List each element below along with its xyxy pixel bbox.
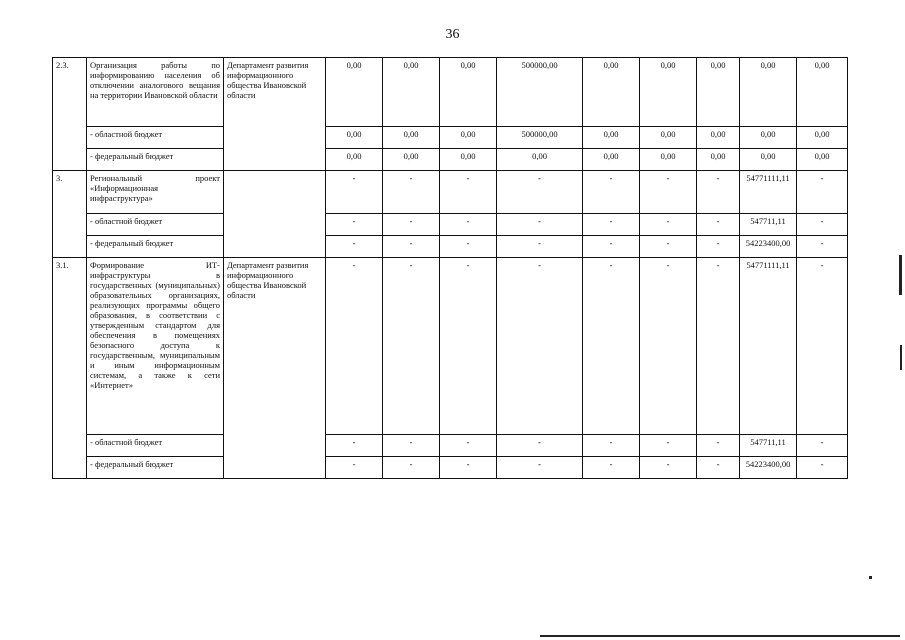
- value-cell: 0,00: [740, 127, 797, 149]
- value-cell: 54223400,00: [740, 236, 797, 258]
- value-cell: -: [383, 457, 440, 479]
- value-cell: -: [383, 236, 440, 258]
- scan-bottom-line: [540, 635, 900, 637]
- value-cell: 0,00: [697, 127, 740, 149]
- value-cell: -: [497, 258, 583, 435]
- value-cell: -: [640, 457, 697, 479]
- value-cell: -: [697, 214, 740, 236]
- value-cell: 0,00: [383, 58, 440, 127]
- value-cell: -: [326, 171, 383, 214]
- value-cell: 0,00: [640, 58, 697, 127]
- value-cell: 0,00: [697, 58, 740, 127]
- budget-source-label: - областной бюджет: [87, 127, 224, 149]
- value-cell: -: [640, 236, 697, 258]
- value-cell: 0,00: [326, 58, 383, 127]
- value-cell: 0,00: [440, 58, 497, 127]
- value-cell: -: [697, 435, 740, 457]
- value-cell: 547711,11: [740, 435, 797, 457]
- value-cell: 500000,00: [497, 58, 583, 127]
- scan-dot: [869, 576, 872, 579]
- value-cell: 0,00: [740, 58, 797, 127]
- value-cell: -: [697, 258, 740, 435]
- value-cell: -: [797, 171, 848, 214]
- table-subrow: [53, 457, 848, 479]
- value-cell: -: [326, 236, 383, 258]
- value-cell: -: [440, 457, 497, 479]
- value-cell: 547711,11: [740, 214, 797, 236]
- value-cell: -: [440, 435, 497, 457]
- value-cell: 500000,00: [497, 127, 583, 149]
- value-cell: 0,00: [497, 149, 583, 171]
- value-cell: -: [383, 171, 440, 214]
- table-subrow: [53, 149, 848, 171]
- table-subrow: [53, 214, 848, 236]
- value-cell: 0,00: [697, 149, 740, 171]
- budget-source-label: - федеральный бюджет: [87, 457, 224, 479]
- value-cell: -: [440, 258, 497, 435]
- value-cell: -: [797, 457, 848, 479]
- value-cell: 0,00: [440, 127, 497, 149]
- value-cell: -: [640, 435, 697, 457]
- value-cell: 0,00: [383, 127, 440, 149]
- value-cell: 0,00: [440, 149, 497, 171]
- value-cell: -: [640, 171, 697, 214]
- budget-source-label: - федеральный бюджет: [87, 149, 224, 171]
- value-cell: -: [583, 171, 640, 214]
- row-executor: [224, 171, 326, 258]
- table-row: [53, 258, 848, 435]
- value-cell: 0,00: [583, 58, 640, 127]
- budget-source-label: - областной бюджет: [87, 214, 224, 236]
- value-cell: -: [697, 457, 740, 479]
- value-cell: -: [797, 435, 848, 457]
- value-cell: -: [383, 258, 440, 435]
- value-cell: -: [326, 435, 383, 457]
- value-cell: -: [583, 236, 640, 258]
- value-cell: 54771111,11: [740, 171, 797, 214]
- value-cell: -: [497, 435, 583, 457]
- row-number: 3.1.: [53, 258, 87, 479]
- page-number: 36: [445, 27, 460, 42]
- value-cell: -: [497, 171, 583, 214]
- value-cell: -: [583, 457, 640, 479]
- value-cell: -: [583, 435, 640, 457]
- table-subrow: [53, 435, 848, 457]
- value-cell: -: [383, 214, 440, 236]
- value-cell: -: [697, 171, 740, 214]
- value-cell: -: [797, 236, 848, 258]
- value-cell: -: [326, 258, 383, 435]
- value-cell: -: [497, 214, 583, 236]
- value-cell: -: [326, 214, 383, 236]
- value-cell: -: [497, 457, 583, 479]
- budget-source-label: - федеральный бюджет: [87, 236, 224, 258]
- scan-edge: [895, 0, 905, 640]
- value-cell: 0,00: [583, 149, 640, 171]
- row-number: 3.: [53, 171, 87, 258]
- row-executor: Департамент развития информационного общества Ивановской области: [224, 258, 326, 479]
- budget-table: [52, 57, 848, 479]
- value-cell: -: [383, 435, 440, 457]
- value-cell: -: [583, 258, 640, 435]
- value-cell: -: [640, 258, 697, 435]
- budget-source-label: - областной бюджет: [87, 435, 224, 457]
- value-cell: 0,00: [383, 149, 440, 171]
- value-cell: 0,00: [326, 127, 383, 149]
- value-cell: 0,00: [583, 127, 640, 149]
- row-executor: Департамент развития информационного общества Ивановской области: [224, 58, 326, 171]
- value-cell: -: [440, 236, 497, 258]
- value-cell: -: [797, 214, 848, 236]
- value-cell: -: [797, 258, 848, 435]
- value-cell: 0,00: [640, 149, 697, 171]
- value-cell: -: [640, 214, 697, 236]
- value-cell: 54223400,00: [740, 457, 797, 479]
- value-cell: 54771111,11: [740, 258, 797, 435]
- table-body: [53, 58, 848, 479]
- value-cell: 0,00: [797, 127, 848, 149]
- value-cell: -: [697, 236, 740, 258]
- row-name: Организация работы по информированию населения об отключении аналогового вещания на территории Ивановской области: [87, 58, 224, 127]
- value-cell: 0,00: [326, 149, 383, 171]
- table-subrow: [53, 236, 848, 258]
- table-subrow: [53, 127, 848, 149]
- row-name: Формирование ИТ-инфраструктуры в государственных (муниципальных) образовательных организациях, реализующих программы общего образования, в соответствии с утвержденным стандартом для обеспечения в помещениях безопасного доступа к государственным, муниципальным и иным информационным системам, а также к сети «Интернет»: [87, 258, 224, 435]
- value-cell: -: [326, 457, 383, 479]
- value-cell: 0,00: [797, 149, 848, 171]
- row-name: Региональный проект «Информационная инфраструктура»: [87, 171, 224, 214]
- value-cell: -: [440, 171, 497, 214]
- table-row: [53, 171, 848, 214]
- value-cell: 0,00: [740, 149, 797, 171]
- row-number: 2.3.: [53, 58, 87, 171]
- value-cell: -: [583, 214, 640, 236]
- value-cell: 0,00: [640, 127, 697, 149]
- value-cell: 0,00: [797, 58, 848, 127]
- value-cell: -: [440, 214, 497, 236]
- value-cell: -: [497, 236, 583, 258]
- table-row: [53, 58, 848, 127]
